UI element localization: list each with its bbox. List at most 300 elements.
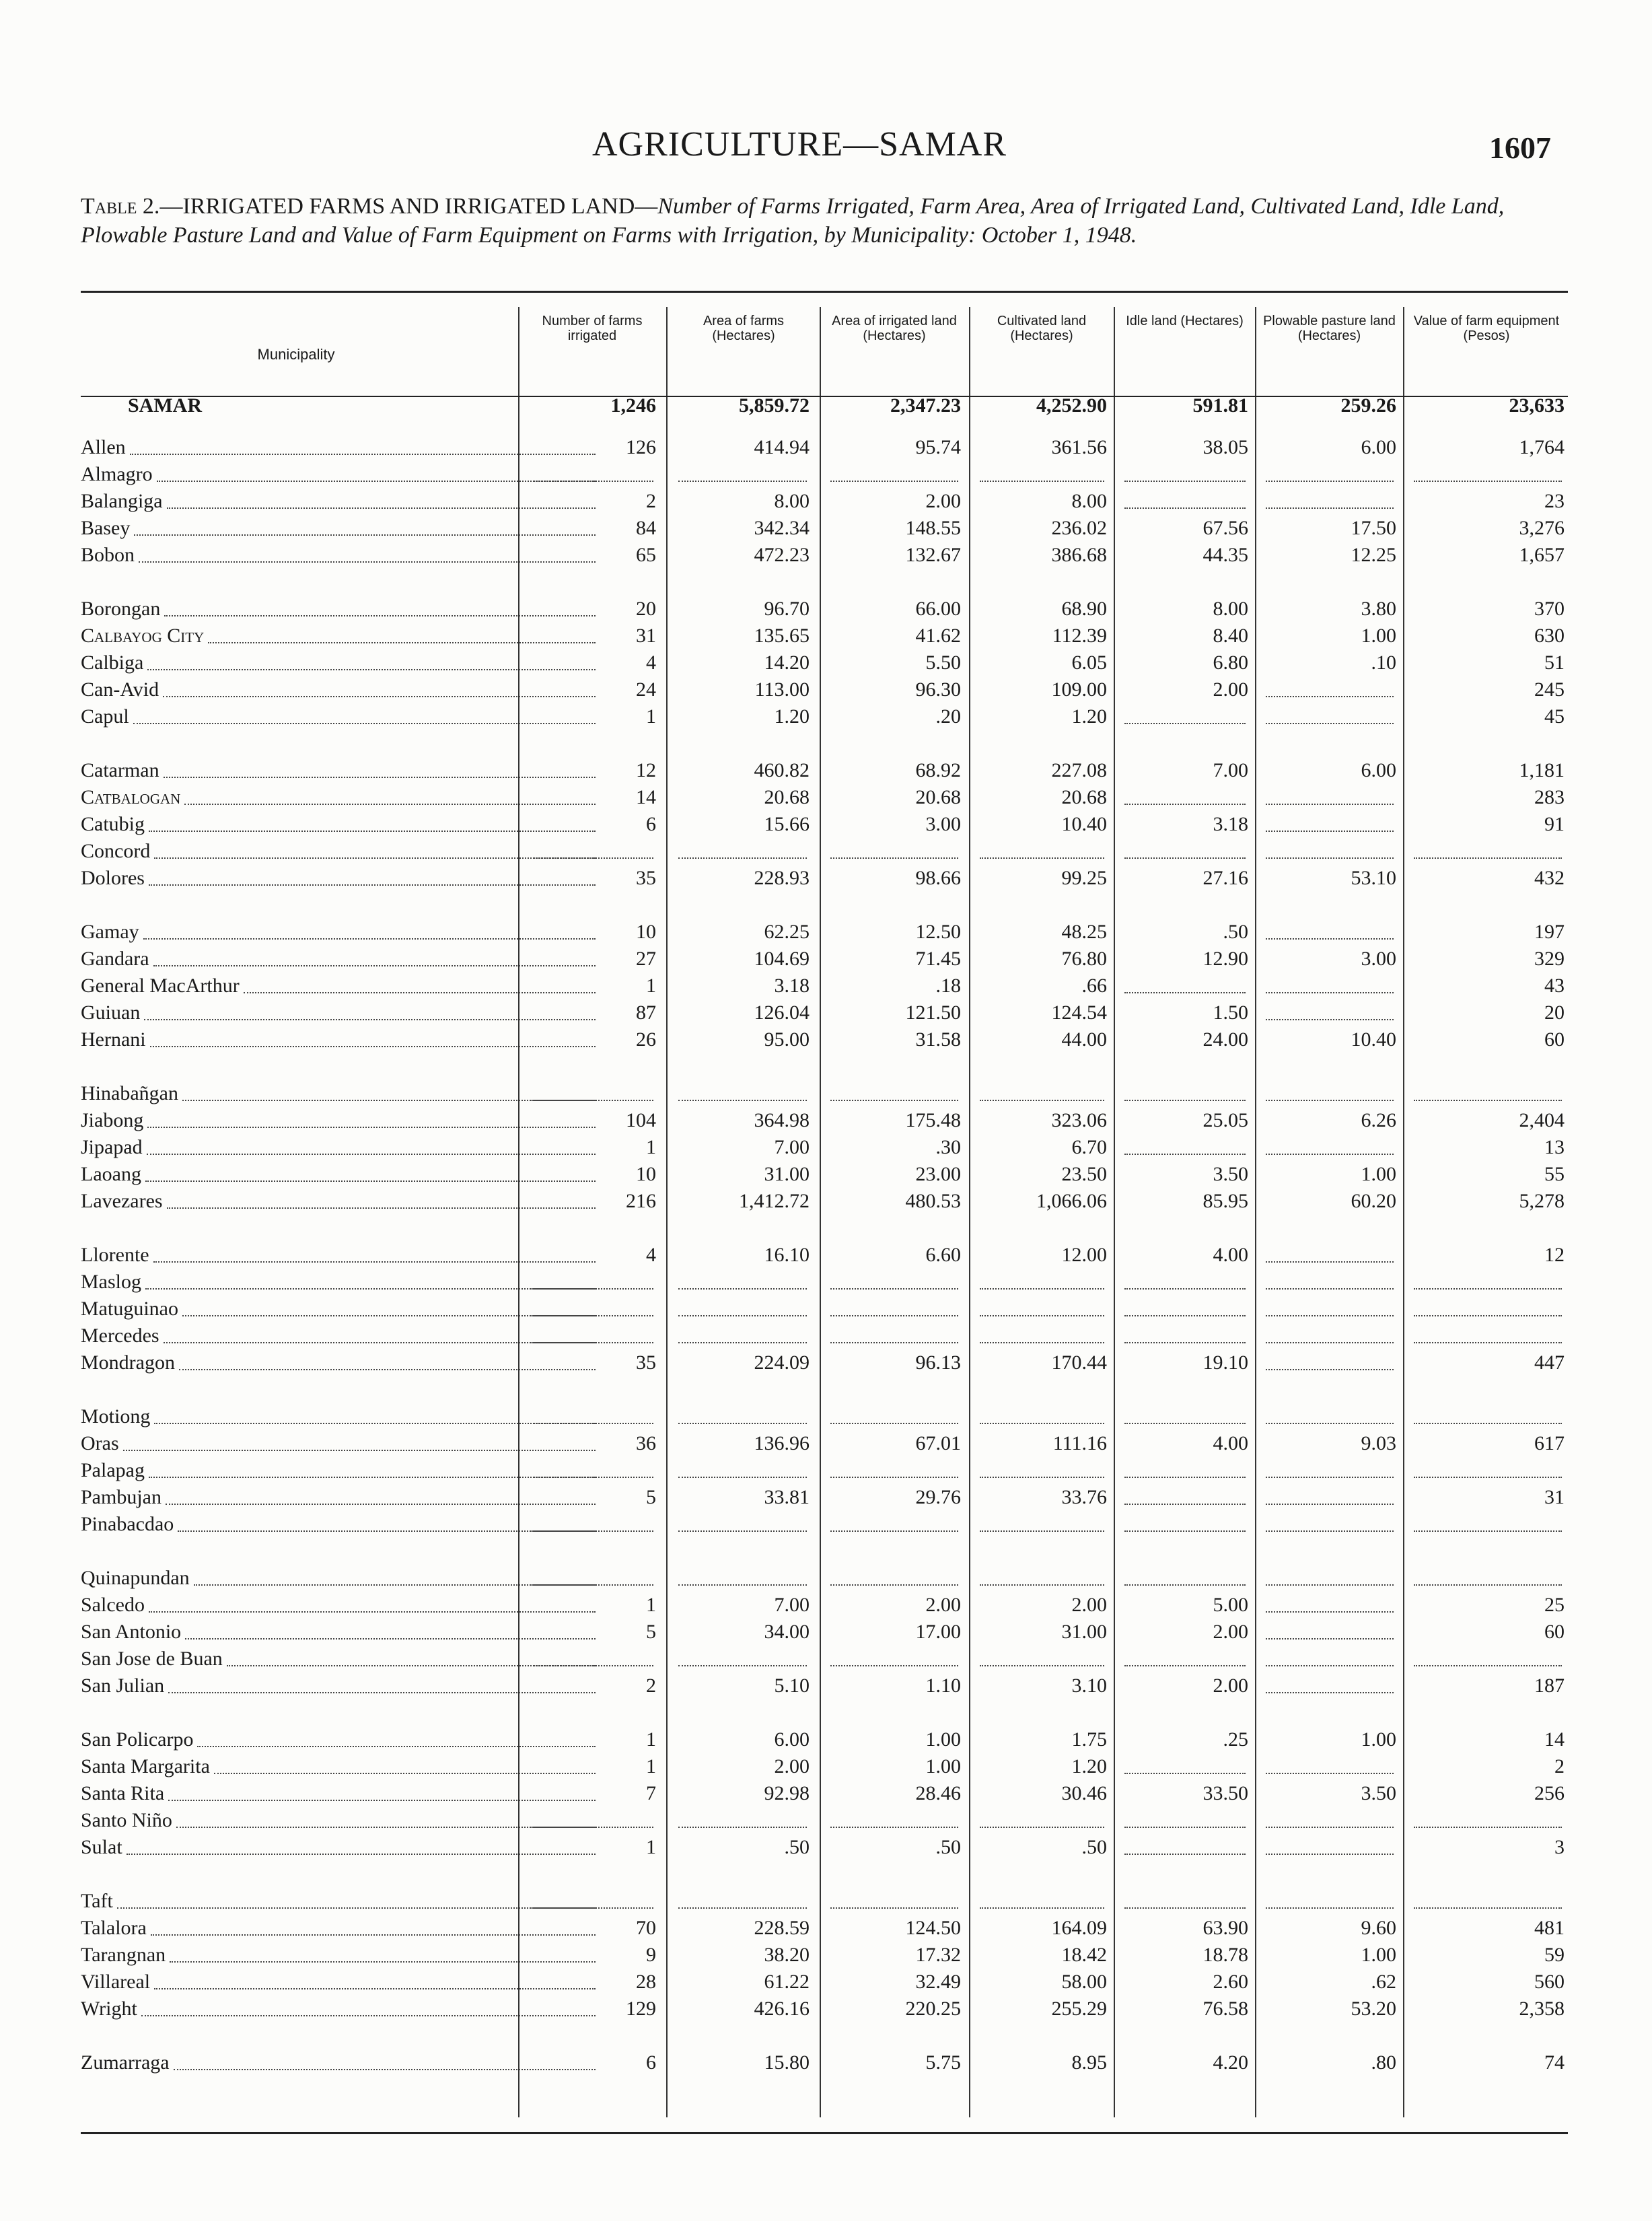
empty-cell <box>830 1827 958 1828</box>
table-cell: 472.23 <box>754 544 810 566</box>
table-cell: 329 <box>1534 948 1565 970</box>
dot-leader <box>168 1692 596 1693</box>
table-cell: 84 <box>636 517 656 539</box>
table-cell: 44.00 <box>1061 1028 1107 1051</box>
table-cell: 342.34 <box>754 517 810 539</box>
table-cell: 6.60 <box>925 1244 961 1266</box>
table-cell: 236.02 <box>1051 517 1107 539</box>
table-cell: 17.32 <box>915 1944 961 1966</box>
table-cell: 10 <box>636 921 656 943</box>
empty-cell <box>980 1100 1104 1101</box>
table-cell: 386.68 <box>1051 544 1107 566</box>
table-cell: .50 <box>935 1836 961 1858</box>
dot-leader <box>127 1854 596 1855</box>
table-cell: 1.50 <box>1213 1001 1248 1024</box>
municipality-name: Catubig <box>81 813 145 835</box>
dot-leader <box>147 669 596 670</box>
total-row <box>81 394 1568 421</box>
table-cell: 2,347.23 <box>890 394 961 417</box>
empty-cell <box>830 1530 958 1532</box>
dot-leader <box>197 1746 596 1747</box>
table-cell: 135.65 <box>754 625 810 647</box>
table-cell: 121.50 <box>905 1001 961 1024</box>
table-cell: 53.20 <box>1351 1998 1396 2020</box>
table-row <box>81 598 1568 625</box>
table-cell: 95.74 <box>915 436 961 458</box>
table-cell: 29.76 <box>915 1486 961 1508</box>
empty-cell <box>1124 1773 1246 1774</box>
municipality-name: Can-Avid <box>81 678 159 701</box>
table-cell: .50 <box>1081 1836 1107 1858</box>
dot-leader <box>227 1665 596 1666</box>
table-top-rule <box>81 291 1568 293</box>
table-cell: 32.49 <box>915 1971 961 1993</box>
table-cell: 91 <box>1544 813 1565 835</box>
dot-leader <box>185 1638 596 1640</box>
empty-cell <box>980 1665 1104 1666</box>
dot-leader <box>182 1100 596 1101</box>
table-cell: 6 <box>646 813 656 835</box>
table-row <box>81 1809 1568 1836</box>
municipality-name: Santa Margarita <box>81 1755 210 1777</box>
municipality-name: Tarangnan <box>81 1944 166 1966</box>
empty-cell <box>1266 1907 1394 1909</box>
table-cell: 9 <box>646 1944 656 1966</box>
table-row <box>81 1728 1568 1755</box>
table-row <box>81 1836 1568 1863</box>
empty-cell <box>1124 1584 1246 1586</box>
dot-leader <box>153 965 596 966</box>
table-row <box>81 921 1568 948</box>
table-cell: 3.50 <box>1213 1163 1248 1185</box>
table-cell: 227.08 <box>1051 759 1107 781</box>
empty-cell <box>678 1827 807 1828</box>
table-cell: 5.50 <box>925 651 961 674</box>
table-bottom-rule <box>81 2132 1568 2134</box>
table-cell: 6.80 <box>1213 651 1248 674</box>
dot-leader <box>144 1019 596 1020</box>
table-cell: 5 <box>646 1486 656 1508</box>
table-row <box>81 1163 1568 1190</box>
municipality-name: Capul <box>81 705 129 728</box>
table-cell: 1.10 <box>925 1674 961 1697</box>
empty-cell <box>830 1288 958 1290</box>
table-cell: 1 <box>646 1136 656 1158</box>
table-cell: 170.44 <box>1051 1351 1107 1374</box>
table-cell: 12.00 <box>1061 1244 1107 1266</box>
table-cell: 1,764 <box>1519 436 1565 458</box>
column-header: Municipality <box>257 346 335 363</box>
dot-leader <box>179 1369 596 1370</box>
empty-cell <box>1266 481 1394 482</box>
table-row <box>81 813 1568 840</box>
table-cell: 14 <box>636 786 656 808</box>
table-cell: 1.20 <box>1071 705 1107 728</box>
caption-lead: Table 2. <box>81 194 160 219</box>
table-row <box>81 625 1568 651</box>
municipality-name: Allen <box>81 436 126 458</box>
empty-cell <box>980 1342 1104 1343</box>
empty-cell <box>1414 1342 1562 1343</box>
table-cell: 6 <box>646 2051 656 2074</box>
empty-cell <box>1124 481 1246 482</box>
empty-cell <box>1266 1584 1394 1586</box>
empty-cell <box>1124 1665 1246 1666</box>
table-cell: 85.95 <box>1202 1190 1248 1212</box>
municipality-name: Taft <box>81 1890 113 1912</box>
table-cell: 96.30 <box>915 678 961 701</box>
table-row <box>81 1190 1568 1217</box>
table-cell: 23.50 <box>1061 1163 1107 1185</box>
data-table <box>81 293 1568 2138</box>
table-cell: 9.03 <box>1361 1432 1396 1454</box>
table-row <box>81 1944 1568 1971</box>
municipality-name: Mondragon <box>81 1351 175 1374</box>
dot-leader <box>134 534 596 536</box>
table-cell: 5.00 <box>1213 1594 1248 1616</box>
table-cell: 65 <box>636 544 656 566</box>
table-cell: 76.58 <box>1202 1998 1248 2020</box>
dot-leader <box>147 1127 596 1128</box>
table-cell: 216 <box>626 1190 656 1212</box>
empty-cell <box>830 1665 958 1666</box>
dot-leader <box>163 696 596 697</box>
dot-leader <box>143 938 596 940</box>
table-row <box>81 840 1568 867</box>
table-cell: 2.60 <box>1213 1971 1248 1993</box>
table-row <box>81 490 1568 517</box>
table-cell: 33.76 <box>1061 1486 1107 1508</box>
municipality-name: Gandara <box>81 948 149 970</box>
municipality-name: San Antonio <box>81 1621 182 1643</box>
empty-cell <box>980 1907 1104 1909</box>
table-cell: 31 <box>1544 1486 1565 1508</box>
table-cell: 20.68 <box>915 786 961 808</box>
municipality-name: Calbiga <box>81 651 144 674</box>
table-cell: 113.00 <box>754 678 810 701</box>
empty-cell <box>1414 1907 1562 1909</box>
municipality-name: San Julian <box>81 1674 165 1697</box>
municipality-name: Palapag <box>81 1459 145 1481</box>
dot-leader <box>154 857 596 859</box>
empty-cell <box>678 1665 807 1666</box>
empty-cell <box>678 1315 807 1316</box>
table-cell: 617 <box>1534 1432 1565 1454</box>
municipality-name: Hernani <box>81 1028 146 1051</box>
table-cell: 18.42 <box>1061 1944 1107 1966</box>
table-cell: 197 <box>1534 921 1565 943</box>
table-cell: 55 <box>1544 1163 1565 1185</box>
table-cell: 323.06 <box>1051 1109 1107 1131</box>
municipality-name: Sulat <box>81 1836 122 1858</box>
empty-cell <box>1124 507 1246 509</box>
dot-leader <box>147 1154 596 1155</box>
empty-cell <box>1414 1315 1562 1316</box>
table-cell: 23 <box>1544 490 1565 512</box>
table-cell: .62 <box>1371 1971 1396 1993</box>
empty-cell <box>1124 1827 1246 1828</box>
empty-cell <box>1266 1315 1394 1316</box>
municipality-name: Balangiga <box>81 490 163 512</box>
empty-cell <box>1124 1288 1246 1290</box>
dot-leader <box>151 1934 596 1936</box>
table-cell: 31 <box>636 625 656 647</box>
municipality-name: Catbalogan <box>81 786 181 808</box>
empty-cell <box>1266 1611 1394 1613</box>
table-cell: 8.00 <box>1071 490 1107 512</box>
table-cell: 124.54 <box>1051 1001 1107 1024</box>
table-cell: 560 <box>1534 1971 1565 1993</box>
municipality-name: SAMAR <box>128 394 202 417</box>
table-cell: 98.66 <box>915 867 961 889</box>
dot-leader <box>154 1988 596 1989</box>
dot-leader <box>141 2015 596 2016</box>
table-cell: 1,066.06 <box>1036 1190 1107 1212</box>
table-row <box>81 1890 1568 1917</box>
table-cell: 164.09 <box>1051 1917 1107 1939</box>
table-cell: 25.05 <box>1202 1109 1248 1131</box>
municipality-name: Bobon <box>81 544 135 566</box>
table-cell: 481 <box>1534 1917 1565 1939</box>
empty-cell <box>830 1100 958 1101</box>
empty-cell <box>830 481 958 482</box>
table-cell: .10 <box>1371 651 1396 674</box>
table-cell: 20 <box>1544 1001 1565 1024</box>
table-cell: 5.75 <box>925 2051 961 2074</box>
empty-cell <box>1124 1907 1246 1909</box>
empty-cell <box>678 1584 807 1586</box>
table-cell: 259.26 <box>1340 394 1396 417</box>
table-cell: 35 <box>636 867 656 889</box>
dot-leader <box>139 561 596 563</box>
empty-cell <box>980 1530 1104 1532</box>
table-cell: 12 <box>636 759 656 781</box>
table-cell: 60 <box>1544 1621 1565 1643</box>
table-cell: 126 <box>626 436 656 458</box>
table-cell: 63.90 <box>1202 1917 1248 1939</box>
column-header: Number of farms irrigated <box>542 314 643 343</box>
table-cell: 370 <box>1534 598 1565 620</box>
table-row <box>81 1351 1568 1378</box>
dot-leader <box>145 1288 596 1290</box>
table-row <box>81 1244 1568 1271</box>
table-cell: 2.00 <box>925 490 961 512</box>
empty-cell <box>980 857 1104 859</box>
table-cell: 1.20 <box>774 705 810 728</box>
table-row <box>81 1782 1568 1809</box>
table-cell: 5 <box>646 1621 656 1643</box>
empty-cell <box>1266 1423 1394 1424</box>
empty-cell <box>1266 831 1394 832</box>
table-cell: 1.00 <box>1361 1163 1396 1185</box>
empty-cell <box>830 857 958 859</box>
dot-leader <box>176 1827 596 1828</box>
municipality-name: General MacArthur <box>81 975 240 997</box>
empty-cell <box>1266 804 1394 805</box>
empty-cell <box>980 481 1104 482</box>
table-cell: 43 <box>1544 975 1565 997</box>
table-cell: 2.00 <box>774 1755 810 1777</box>
table-cell: 175.48 <box>905 1109 961 1131</box>
table-cell: 14.20 <box>764 651 810 674</box>
empty-cell <box>1266 1100 1394 1101</box>
empty-cell <box>1266 992 1394 993</box>
empty-cell <box>1266 1827 1394 1828</box>
table-cell: 1.00 <box>1361 1944 1396 1966</box>
caption-title: —IRRIGATED FARMS AND IRRIGATED LAND— <box>159 194 658 219</box>
table-cell: 34.00 <box>764 1621 810 1643</box>
table-cell: 447 <box>1534 1351 1565 1374</box>
table-cell: 2.00 <box>1071 1594 1107 1616</box>
table-row <box>81 1028 1568 1055</box>
page-number: 1607 <box>1489 131 1551 165</box>
table-cell: 2 <box>646 1674 656 1697</box>
dot-leader <box>168 1800 596 1801</box>
table-cell: .50 <box>784 1836 810 1858</box>
empty-cell <box>1266 1019 1394 1020</box>
municipality-name: Talalora <box>81 1917 147 1939</box>
table-row <box>81 463 1568 490</box>
table-row <box>81 948 1568 975</box>
municipality-name: Dolores <box>81 867 145 889</box>
table-row <box>81 1917 1568 1944</box>
table-cell: 8.00 <box>774 490 810 512</box>
table-row <box>81 1001 1568 1028</box>
table-cell: 20.68 <box>1061 786 1107 808</box>
table-cell: 38.05 <box>1202 436 1248 458</box>
empty-cell <box>1414 1477 1562 1478</box>
table-cell: 228.59 <box>754 1917 810 1939</box>
empty-cell <box>830 1477 958 1478</box>
table-cell: 12.50 <box>915 921 961 943</box>
table-cell: 6.00 <box>1361 759 1396 781</box>
table-cell: 6.70 <box>1071 1136 1107 1158</box>
table-cell: 7.00 <box>1213 759 1248 781</box>
table-cell: 1.20 <box>1071 1755 1107 1777</box>
empty-cell <box>1124 1504 1246 1505</box>
dot-leader <box>167 1207 596 1209</box>
table-cell: 3.00 <box>925 813 961 835</box>
table-cell: 2 <box>1554 1755 1565 1777</box>
dot-leader <box>194 1584 596 1586</box>
municipality-name: Concord <box>81 840 151 862</box>
dot-leader <box>208 642 596 643</box>
dot-leader <box>117 1907 596 1909</box>
table-cell: .80 <box>1371 2051 1396 2074</box>
table-cell: 12 <box>1544 1244 1565 1266</box>
table-cell: 26 <box>636 1028 656 1051</box>
municipality-name: Gamay <box>81 921 139 943</box>
table-cell: 12.90 <box>1202 948 1248 970</box>
table-cell: 460.82 <box>754 759 810 781</box>
table-header-row <box>81 314 1568 394</box>
table-row <box>81 1567 1568 1594</box>
table-cell: 9.60 <box>1361 1917 1396 1939</box>
table-cell: 17.50 <box>1351 517 1396 539</box>
municipality-name: Jipapad <box>81 1136 143 1158</box>
dot-leader <box>174 2069 596 2070</box>
empty-cell <box>1414 1665 1562 1666</box>
table-row <box>81 1459 1568 1486</box>
table-cell: 58.00 <box>1061 1971 1107 1993</box>
municipality-name: Hinabañgan <box>81 1082 178 1104</box>
table-cell: 4.00 <box>1213 1432 1248 1454</box>
table-cell: 2,358 <box>1519 1998 1565 2020</box>
table-cell: 96.13 <box>915 1351 961 1374</box>
table-cell: .20 <box>935 705 961 728</box>
table-cell: 31.00 <box>764 1163 810 1185</box>
table-cell: 8.00 <box>1213 598 1248 620</box>
table-cell: 15.80 <box>764 2051 810 2074</box>
table-cell: 414.94 <box>754 436 810 458</box>
empty-cell <box>1124 804 1246 805</box>
table-cell: 23.00 <box>915 1163 961 1185</box>
table-cell: 41.62 <box>915 625 961 647</box>
table-cell: 4 <box>646 1244 656 1266</box>
empty-cell <box>1266 1530 1394 1532</box>
municipality-name: Quinapundan <box>81 1567 190 1589</box>
caption-subtitle: Number of Farms Irrigated, Farm Area, Area of Irrigated Land, Cultivated Land, Idle Land, Plowable Pasture Land and Value of Farm Equipment on Farms with Irrigation, by Municipality: October 1, 1948. <box>81 194 1505 248</box>
table-row <box>81 2051 1568 2078</box>
table-cell: 68.90 <box>1061 598 1107 620</box>
table-cell: 28.46 <box>915 1782 961 1804</box>
table-cell: 480.53 <box>905 1190 961 1212</box>
dot-leader <box>164 615 596 616</box>
empty-cell <box>1414 1827 1562 1828</box>
table-row <box>81 1594 1568 1621</box>
table-cell: 4,252.90 <box>1036 394 1107 417</box>
empty-cell <box>1266 857 1394 859</box>
table-cell: 8.40 <box>1213 625 1248 647</box>
dot-leader <box>149 1611 596 1613</box>
table-cell: 3.00 <box>1361 948 1396 970</box>
table-cell: 136.96 <box>754 1432 810 1454</box>
table-cell: 14 <box>1544 1728 1565 1751</box>
empty-cell <box>980 1423 1104 1424</box>
table-row <box>81 436 1568 463</box>
table-row <box>81 1432 1568 1459</box>
empty-cell <box>678 1342 807 1343</box>
table-row <box>81 1082 1568 1109</box>
table-cell: 1.00 <box>1361 625 1396 647</box>
table-cell: 148.55 <box>905 517 961 539</box>
table-cell: 1.00 <box>1361 1728 1396 1751</box>
empty-cell <box>1266 1288 1394 1290</box>
table-cell: 1,657 <box>1519 544 1565 566</box>
table-row <box>81 651 1568 678</box>
empty-cell <box>980 1477 1104 1478</box>
empty-cell <box>830 1342 958 1343</box>
dot-leader <box>133 723 596 724</box>
dot-leader <box>164 1342 596 1343</box>
table-row <box>81 1325 1568 1351</box>
table-row <box>81 1136 1568 1163</box>
table-cell: 96.70 <box>764 598 810 620</box>
table-cell: 13 <box>1544 1136 1565 1158</box>
table-row <box>81 517 1568 544</box>
table-cell: 4.00 <box>1213 1244 1248 1266</box>
empty-cell <box>1124 857 1246 859</box>
table-cell: 15.66 <box>764 813 810 835</box>
empty-cell <box>1414 1584 1562 1586</box>
column-header: Value of farm equipment (Pesos) <box>1413 314 1560 343</box>
table-cell: .25 <box>1223 1728 1248 1751</box>
table-cell: 19.10 <box>1202 1351 1248 1374</box>
table-row <box>81 1674 1568 1701</box>
table-cell: 1 <box>646 975 656 997</box>
municipality-name: San Jose de Buan <box>81 1648 223 1670</box>
table-cell: 126.04 <box>754 1001 810 1024</box>
